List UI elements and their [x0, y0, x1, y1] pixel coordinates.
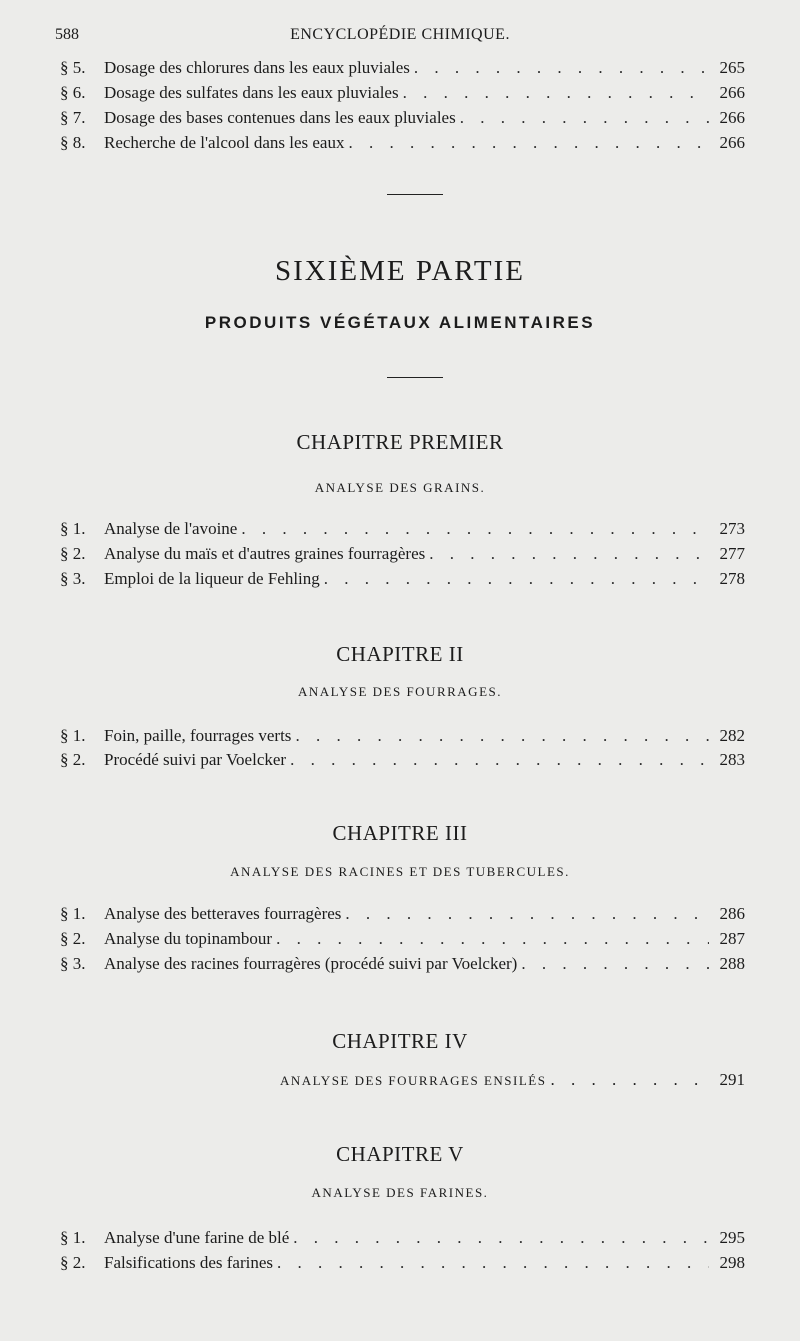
dot-leader	[324, 569, 709, 589]
entry-title: Analyse de l'avoine	[104, 519, 238, 538]
dot-leader	[293, 1228, 709, 1248]
entry-title: Dosage des chlorures dans les eaux pluviales	[104, 58, 410, 77]
section-number: § 7.	[60, 108, 86, 127]
toc-entry	[60, 133, 745, 157]
entry-page: 277	[719, 544, 745, 563]
running-head	[55, 26, 745, 50]
toc-entry	[60, 108, 745, 132]
entry-page: 266	[719, 133, 745, 152]
running-title: ENCYCLOPÉDIE CHIMIQUE.	[290, 26, 510, 43]
chapter-heading: CHAPITRE II	[336, 642, 464, 666]
chapter-subtitle-row	[280, 1070, 745, 1092]
entry-page: 283	[719, 750, 745, 769]
toc-entry	[60, 726, 745, 750]
section-number: § 1.	[60, 519, 86, 538]
chapter-heading: CHAPITRE V	[336, 1142, 464, 1166]
chapter-heading: CHAPITRE III	[332, 821, 468, 845]
entry-title: Foin, paille, fourrages verts	[104, 726, 292, 745]
chapter-subtitle: ANALYSE DES GRAINS.	[314, 480, 486, 495]
toc-entry	[60, 544, 745, 568]
entry-title: Dosage des bases contenues dans les eaux pluviales	[104, 108, 456, 127]
entry-page: 295	[719, 1228, 745, 1247]
toc-entry	[60, 519, 745, 543]
dot-leader	[429, 544, 709, 564]
dot-leader	[460, 108, 709, 128]
dot-leader	[345, 904, 709, 924]
toc-entry	[60, 929, 745, 953]
entry-page: 298	[719, 1253, 745, 1272]
chapter-heading: CHAPITRE IV	[332, 1029, 468, 1053]
entry-title: Analyse du topinambour	[104, 929, 273, 948]
dot-leader	[241, 519, 709, 539]
section-number: § 2.	[60, 929, 86, 948]
entry-page: 288	[719, 954, 745, 973]
entry-page: 266	[719, 108, 745, 127]
chapter-heading: CHAPITRE PREMIER	[296, 430, 504, 454]
dot-leader	[290, 750, 709, 770]
section-number: § 1.	[60, 726, 86, 745]
dot-leader	[277, 1253, 709, 1273]
dot-leader	[521, 954, 709, 974]
section-number: § 5.	[60, 58, 86, 77]
dot-leader	[414, 58, 709, 78]
entry-title: Recherche de l'alcool dans les eaux	[104, 133, 345, 152]
entry-page: 273	[719, 519, 745, 538]
chapter-subtitle: ANALYSE DES RACINES ET DES TUBERCULES.	[230, 864, 570, 879]
part-title: SIXIÈME PARTIE	[275, 255, 525, 287]
page-number: 588	[55, 26, 79, 43]
entry-page: 282	[719, 726, 745, 745]
dot-leader	[403, 83, 709, 103]
entry-title: Dosage des sulfates dans les eaux pluviales	[104, 83, 399, 102]
entry-page: 287	[719, 929, 745, 948]
chapter-subtitle: ANALYSE DES FOURRAGES.	[298, 684, 502, 699]
entry-title: Analyse des betteraves fourragères	[104, 904, 342, 923]
entry-page: 286	[719, 904, 745, 923]
entry-title: Emploi de la liqueur de Fehling	[104, 569, 320, 588]
entry-page: 291	[719, 1070, 745, 1089]
part-subtitle: PRODUITS VÉGÉTAUX ALIMENTAIRES	[204, 313, 596, 332]
entry-title: Analyse du maïs et d'autres graines fourragères	[104, 544, 426, 563]
section-number: § 6.	[60, 83, 86, 102]
entry-title: Analyse des racines fourragères (procédé suivi par Voelcker)	[104, 954, 518, 973]
dot-leader	[295, 726, 709, 746]
entry-title: Analyse d'une farine de blé	[104, 1228, 290, 1247]
section-number: § 1.	[60, 904, 86, 923]
section-number: § 1.	[60, 1228, 86, 1247]
section-number: § 2.	[60, 544, 86, 563]
toc-entry	[60, 750, 745, 774]
toc-entry	[60, 904, 745, 928]
section-number: § 2.	[60, 750, 86, 769]
chapter-subtitle: ANALYSE DES FARINES.	[311, 1185, 489, 1200]
toc-entry	[60, 83, 745, 107]
toc-entry	[60, 569, 745, 593]
section-number: § 3.	[60, 569, 86, 588]
dot-leader	[276, 929, 709, 949]
toc-entry	[60, 1253, 745, 1277]
section-number: § 2.	[60, 1253, 86, 1272]
entry-title: Procédé suivi par Voelcker	[104, 750, 287, 769]
entry-page: 265	[719, 58, 745, 77]
toc-entry	[60, 954, 745, 978]
section-divider	[387, 377, 443, 378]
section-number: § 8.	[60, 133, 86, 152]
entry-title: Falsifications des farines	[104, 1253, 274, 1272]
dot-leader	[348, 133, 709, 153]
section-number: § 3.	[60, 954, 86, 973]
toc-entry	[60, 58, 745, 82]
entry-page: 278	[719, 569, 745, 588]
chapter-subtitle: ANALYSE DES FOURRAGES ENSILÉS	[280, 1073, 547, 1088]
section-divider	[387, 194, 443, 195]
entry-page: 266	[719, 83, 745, 102]
toc-entry	[60, 1228, 745, 1252]
dot-leader	[550, 1070, 709, 1090]
